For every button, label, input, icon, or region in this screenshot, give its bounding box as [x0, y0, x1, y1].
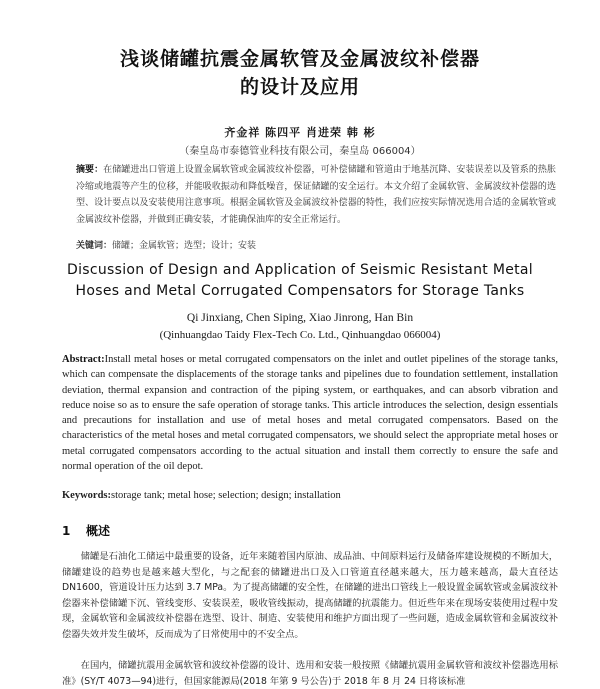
abstract-cn-label: 摘要： [76, 165, 104, 175]
abstract-en-text: Install metal hoses or metal corrugated compensators on the inlet and outlet pipelines of the storage tanks, which can compensate the displacements of the storage tanks and pipelines due to foundation settlement, installation deviation, thermal expansion and contraction of the piping system, or earthquakes, and can absorb vibration and reduce noise so as to ensure the safe operation of storage tanks. This article introduces the selection, design essentials and precautions for installation and use of metal hoses and metal corrugated compensators. Based on the characteristics of the metal hoses and metal corrugated compensators, we should select the appropriate metal hoses or metal corrugated compensators according to the actual situation and install them correctly to ensure the safe and normal operation of the oil depot. [62, 354, 558, 473]
title-cn-line1: 浅谈储罐抗震金属软管及金属波纹补偿器 [119, 48, 480, 70]
keywords-en [62, 490, 558, 501]
body-paragraph-2: 在国内，储罐抗震用金属软管和波纹补偿器的设计、选用和安装一般按照《储罐抗震用金属软管和波纹补偿器选用标准》(SY/T 4073—94)进行，但国家能源局(2018 年第 9 号公告)于 2018 年 8 月 24 日将该标准 [62, 660, 558, 687]
keywords-cn-label: 关键词： [76, 241, 113, 251]
title-cn-line2: 的设计及应用 [239, 76, 360, 98]
section-number: 1 [62, 524, 71, 538]
title-en-line2: Hoses and Metal Corrugated Compensators for Storage Tanks [75, 283, 525, 299]
section-title: 概述 [86, 524, 111, 538]
keywords-en-text: storage tank; metal hose; selection; design; installation [111, 490, 341, 501]
keywords-cn [76, 238, 556, 251]
abstract-en [62, 352, 558, 474]
body-paragraph-1: 储罐是石油化工储运中最重要的设备，近年来随着国内原油、成品油、中间原料运行及储备库建设规模的不断加大，储罐建设的趋势也是越来越大型化，与之配套的储罐进出口及入口管道直径越来越大，压力越来越高，最大直径达 DN1600，管道设计压力达到 3.7 MPa。为了提高储罐的安全性，在储罐的进出口管线上一般设置金属软管或金属波纹补偿器来补偿储罐下沉、管线变形、安装误差，吸收管线振动，提高储罐的抗震能力。但近些年来在现场安装使用过程中发现，金属软管和金属波纹补偿器在选型、设计、制造、安装使用和维护方面出现了一些问题，造成金属软管和金属波纹补偿器失效并发生破坏，反而成为了日常使用中的不安全点。 [62, 551, 558, 640]
keywords-cn-text: 储罐；金属软管；选型；设计；安装 [112, 241, 257, 251]
authors-cn: 齐金祥 陈四平 肖进荣 韩 彬 [224, 126, 376, 139]
title-en-line1: Discussion of Design and Application of Seismic Resistant Metal [66, 262, 534, 278]
keywords-en-label: Keywords: [62, 490, 111, 501]
affiliation-cn: （秦皇岛市泰德管业科技有限公司，秦皇岛 066004） [179, 146, 421, 157]
authors-en: Qi Jinxiang, Chen Siping, Xiao Jinrong, Han Bin [186, 312, 414, 324]
abstract-en-label: Abstract: [62, 354, 105, 365]
abstract-cn-text: 在储罐进出口管道上设置金属软管或金属波纹补偿器，可补偿储罐和管道由于地基沉降、安装误差以及管系的热胀冷缩或地震等产生的位移，并能吸收振动和降低噪音，保证储罐的安全运行。本文介绍了金属软管、金属波纹补偿器的选型、设计要点以及安装使用注意事项。根据金属软管及金属波纹补偿器的特性，我们应按实际情况选用合适的金属软管或金属波纹补偿器，并做到正确安装，才能确保油库的安全正常运行。 [76, 165, 556, 225]
section-heading [62, 522, 110, 539]
affiliation-en: (Qinhuangdao Taidy Flex-Tech Co. Ltd., Qinhuangdao 066004) [159, 329, 441, 341]
abstract-cn [76, 162, 556, 228]
